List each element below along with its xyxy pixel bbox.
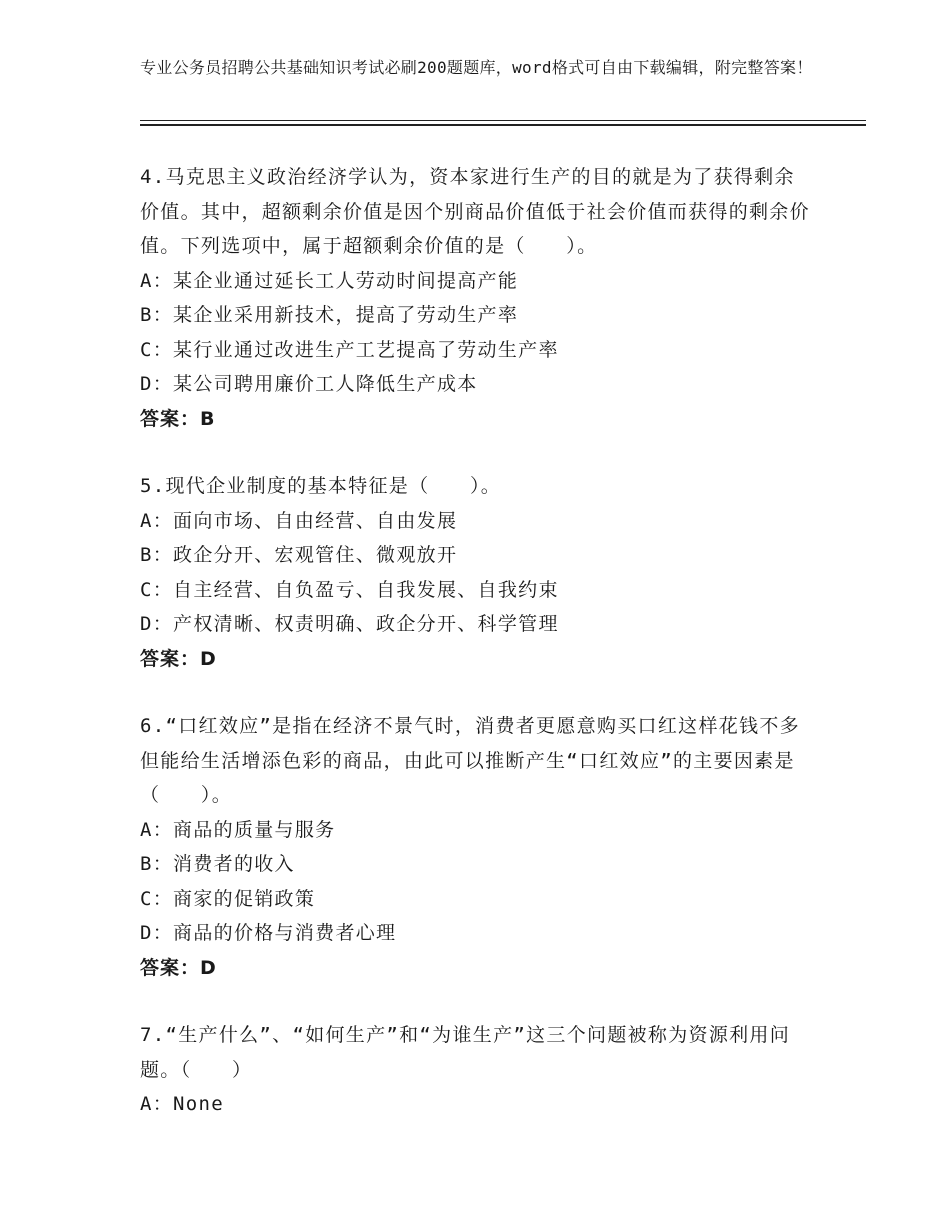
question-stem: 4.马克思主义政治经济学认为，资本家进行生产的目的就是为了获得剩余价值。其中，超额剩余价值是因个别商品价值低于社会价值而获得的剩余价值。下列选项中，属于超额剩余价值的是（ ）。 — [140, 166, 810, 257]
option-d: D：产权清晰、权责明确、政企分开、科学管理 — [140, 613, 559, 635]
question-4 — [140, 160, 810, 436]
option-d: D：商品的价格与消费者心理 — [140, 922, 397, 944]
question-stem: 7.“生产什么”、“如何生产”和“为谁生产”这三个问题被称为资源利用问题。（ ） — [140, 1024, 791, 1081]
option-a: A：商品的质量与服务 — [140, 818, 336, 841]
header-divider-thin — [140, 120, 866, 121]
answer: 答案：D — [140, 956, 217, 979]
option-c: C：自主经营、自负盈亏、自我发展、自我约束 — [140, 578, 559, 601]
page-header — [140, 56, 830, 80]
option-a: A：某企业通过延长工人劳动时间提高产能 — [140, 269, 519, 292]
answer: 答案：D — [140, 647, 217, 670]
question-7 — [140, 1018, 810, 1122]
option-b: B：消费者的收入 — [140, 853, 295, 875]
option-c: C：某行业通过改进生产工艺提高了劳动生产率 — [140, 338, 559, 361]
option-d: D：某公司聘用廉价工人降低生产成本 — [140, 373, 478, 395]
option-b: B：政企分开、宏观管住、微观放开 — [140, 544, 458, 566]
option-b: B：某企业采用新技术，提高了劳动生产率 — [140, 304, 519, 326]
question-list — [140, 160, 810, 1155]
option-a: A：None — [140, 1093, 224, 1115]
question-stem: 6.“口红效应”是指在经济不景气时，消费者更愿意购买口红这样花钱不多但能给生活增添色彩的商品，由此可以推断产生“口红效应”的主要因素是（ ）。 — [140, 715, 800, 806]
question-stem: 5.现代企业制度的基本特征是（ ）。 — [140, 475, 502, 497]
option-c: C：商家的促销政策 — [140, 887, 316, 910]
question-6 — [140, 709, 810, 985]
question-5 — [140, 469, 810, 676]
header-divider-thick — [140, 124, 866, 126]
option-a: A：面向市场、自由经营、自由发展 — [140, 509, 458, 532]
header-text: 专业公务员招聘公共基础知识考试必刷200题题库，word格式可自由下载编辑，附完整答案！ — [140, 58, 813, 77]
answer: 答案：B — [140, 407, 216, 430]
